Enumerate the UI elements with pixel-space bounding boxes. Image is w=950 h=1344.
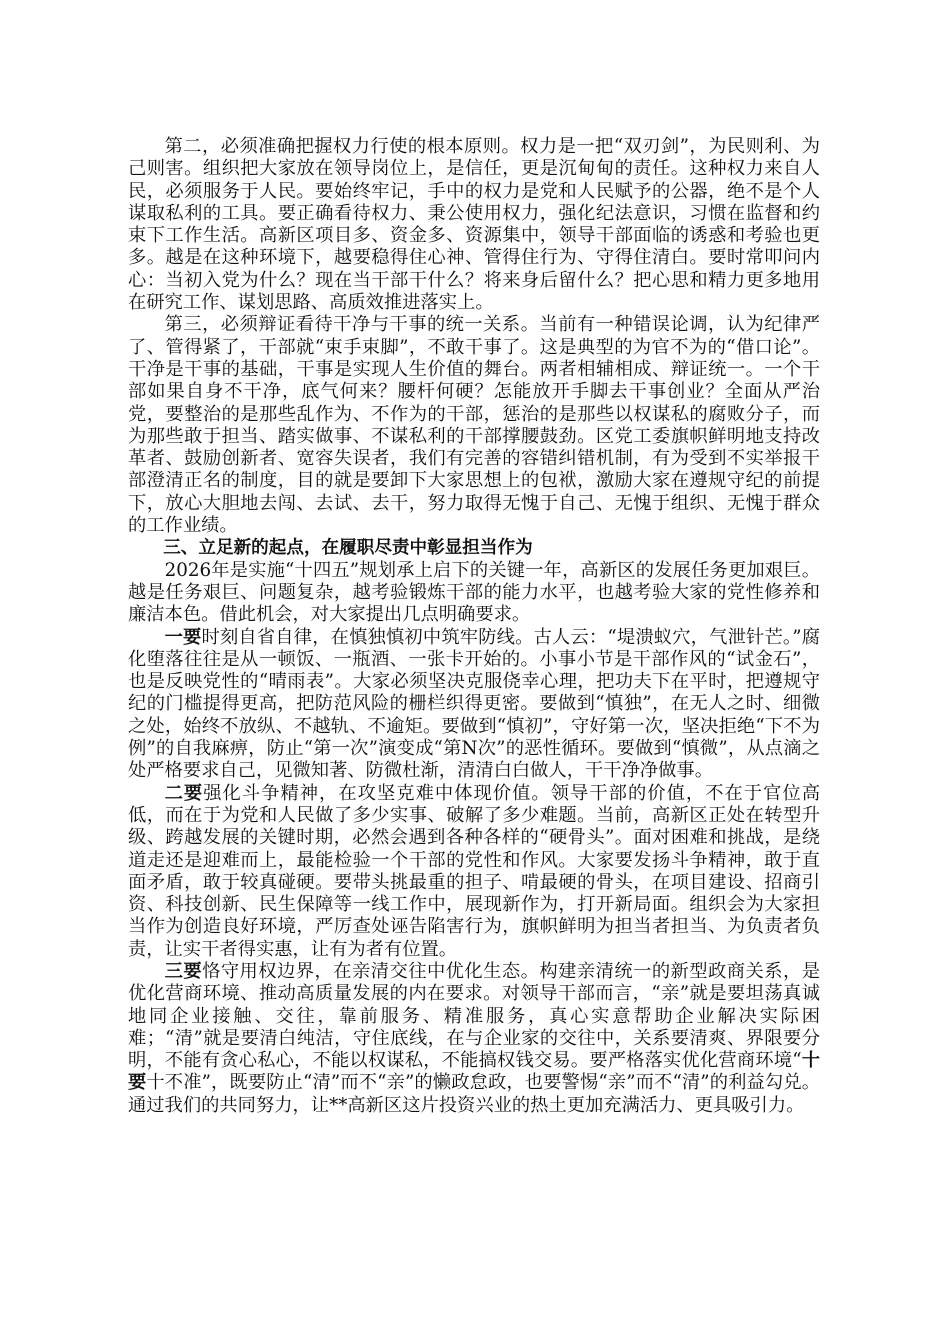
- requirement-two: [128, 783, 820, 961]
- requirement-one-text: 时刻自省自律，在慎独慎初中筑牢防线。古人云：“堤溃蚁穴，气泄针芒。”腐化堕落往往是从一顿饭、一瓶酒、一张卡开始的。小事小节是干部作风的“试金石”，也是反映党性的“晴雨表”。大家必须坚决克服侥幸心理，把功夫下在平时，把遵规守纪的门槛提得更高，把防范风险的栅栏织得更密。要做到“慎独”，在无人之时、细微之处，始终不放纵、不越轨、不逾矩。要做到“慎初”，守好第一次，坚决拒绝“下不为例”的自我麻痹，防止“第一次”演变成“第N次”的恶性循环。要做到“慎微”，从点滴之处严格要求自己，见微知著、防微杜渐，清清白白做人，干干净净做事。: [128, 626, 821, 782]
- section-heading: 三、立足新的起点，在履职尽责中彰显担当作为: [163, 538, 533, 559]
- requirement-one-lead: 一要: [164, 626, 202, 648]
- requirement-three-lead: 三要: [164, 960, 203, 982]
- paragraph-power-principle: 第二，必须准确把握权力行使的根本原则。权力是一把“双刃剑”，为民则利、为己则害。组织把大家放在领导岗位上，是信任，更是沉甸甸的责任。这种权力来自人民，必须服务于人民。要始终牢记，手中的权力是党和人民赋予的公器，绝不是个人谋取私利的工具。要正确看待权力、秉公使用权力，强化纪法意识，习惯在监督和约束下工作生活。高新区项目多、资金多、资源集中，领导干部面临的诱惑和考验也更多。越是在这种环境下，越要稳得住心神、管得住行为、守得住清白。要时常叩问内心：当初入党为什么？现在当干部干什么？将来身后留什么？把心思和精力更多地用在研究工作、谋划思路、高质效推进落实上。: [128, 136, 820, 314]
- requirement-one: [128, 627, 820, 783]
- requirement-three: [128, 961, 820, 1117]
- document-body: [128, 136, 820, 1117]
- requirement-three-text-before: 恪守用权边界，在亲清交往中优化生态。构建亲清统一的新型政商关系，是优化营商环境、推动高质量发展的内在要求。对领导干部而言，“亲”就是要坦荡真诚地同企业接触、交往，靠前服务、精准服务，真心实意帮助企业解决实际困难；“清”就是要清白纯洁，守住底线，在与企业家的交往中，关系要清爽、界限要分明，不能有贪心私心，不能以权谋私，不能搞权钱交易。要严格落实优化营商环境“: [128, 960, 821, 1072]
- requirement-two-text: 强化斗争精神，在攻坚克难中体现价值。领导干部的价值，不在于官位高低，而在于为党和人民做了多少实事、破解了多少难题。当前，高新区正处在转型升级、跨越发展的关键时期，必然会遇到各种各样的“硬骨头”。面对困难和挑战，是绕道走还是迎难而上，最能检验一个干部的党性和作风。大家要发扬斗争精神，敢于直面矛盾，敢于较真碰硬。要带头挑最重的担子、啃最硬的骨头，在项目建设、招商引资、科技创新、民生保障等一线工作中，展现新作为，打开新局面。组织会为大家担当作为创造良好环境，严厉查处诬告陷害行为，旗帜鲜明为担当者担当、为负责者负责，让实干者得实惠，让有为者有位置。: [128, 782, 821, 960]
- section-intro: 2026年是实施“十四五”规划承上启下的关键一年，高新区的发展任务更加艰巨。越是任务艰巨、问题复杂，越考验锻炼干部的能力水平，也越考验大家的党性修养和廉洁本色。借此机会，对大家提出几点明确要求。: [128, 559, 820, 626]
- requirement-two-lead: 二要: [164, 782, 204, 804]
- requirement-three-inline-bold: 十要: [128, 1050, 820, 1094]
- paragraph-clean-and-work: 第三，必须辩证看待干净与干事的统一关系。当前有一种错误论调，认为纪律严了、管得紧了，干部就“束手束脚”，不敢干事了。这是典型的为官不为的“借口论”。干净是干事的基础，干事是实现人生价值的舞台。两者相辅相成、辩证统一。一个干部如果自身不干净，底气何来？腰杆何硬？怎能放开手脚去干事创业？全面从严治党，要整治的是那些乱作为、不作为的干部，惩治的是那些以权谋私的腐败分子，而为那些敢于担当、踏实做事、不谋私利的干部撑腰鼓劲。区党工委旗帜鲜明地支持改革者、鼓励创新者、宽容失误者，我们有完善的容错纠错机制，有为受到不实举报干部澄清正名的制度，目的就是要卸下大家思想上的包袱，激励大家在遵规守纪的前提下，放心大胆地去闯、去试、去干，努力取得无愧于自己、无愧于组织、无愧于群众的工作业绩。: [128, 314, 820, 537]
- requirement-three-text-after: 十不准”，既要防止“清”而不“亲”的懒政怠政，也要警惕“亲”而不“清”的利益勾兑。通过我们的共同努力，让**高新区这片投资兴业的热土更加充满活力、更具吸引力。: [128, 1072, 821, 1116]
